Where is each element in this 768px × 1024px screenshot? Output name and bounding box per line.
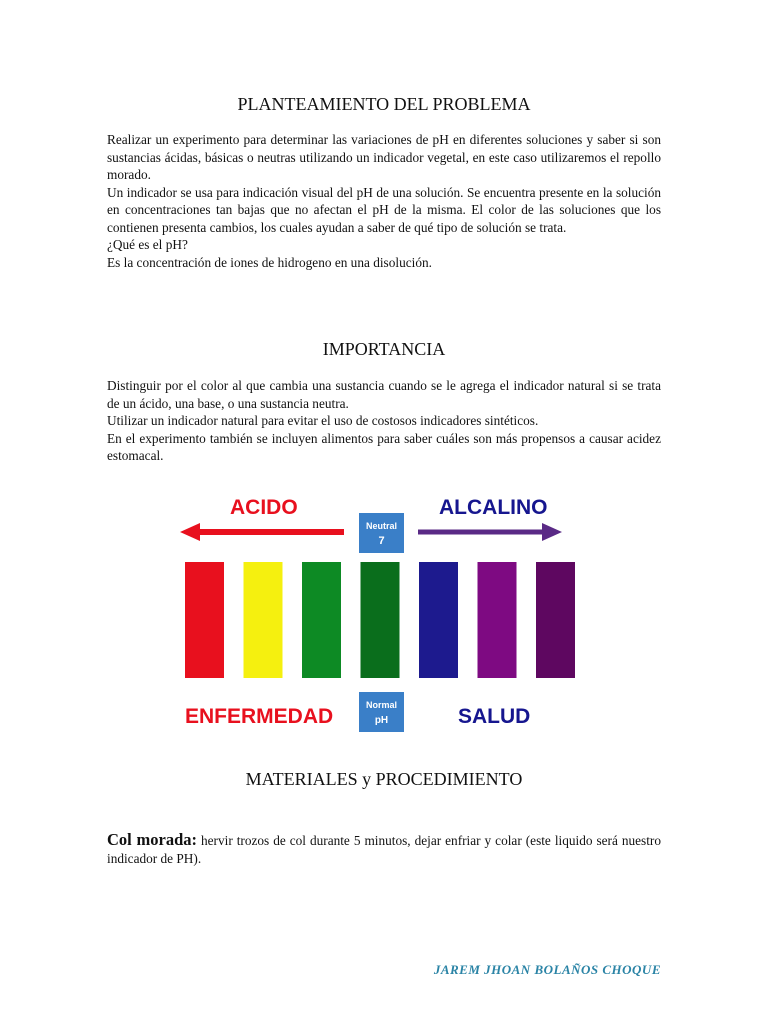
material-label: Col morada: [107,830,198,849]
author-name: JAREM JHOAN BOLAÑOS CHOQUE [433,962,661,977]
question-text: ¿Qué es el pH? [107,237,188,252]
ph-label: pH [374,715,389,726]
acid-label: ACIDO [230,496,298,519]
paragraph: Realizar un experimento para determinar las variaciones de pH en diferentes soluciones y saber si son sustancias ácidas, básicas o neutras utilizando un indicador vegetal, en este caso utilizaremos el repollo morado. [107,132,661,182]
acid-arrow-icon [180,523,200,541]
ph-scale-svg [152,478,588,742]
paragraph: Distinguir por el color al que cambia una sustancia cuando se le agrega el indicador natural si se trata de un ácido, una base, o una sustancia neutra. [107,378,661,411]
answer-text: Es la concentración de iones de hidrogeno en una disolución. [107,254,432,270]
ph-bar-purple [478,562,517,678]
disease-label: ENFERMEDAD [185,705,334,728]
section-body-planteamiento [107,131,661,271]
ph-bar-dark-purple [536,562,575,678]
normal-ph-box [359,692,404,732]
ph-bar-indigo [419,562,458,678]
material-text: hervir trozos de col durante 5 minutos, dejar enfriar y colar (este liquido será nuestro indicador de PH). [107,833,661,866]
neutral-label: Neutral [365,521,398,531]
section-body-importancia [107,377,661,465]
section-body-materiales [107,831,661,867]
normal-label: Normal [365,700,398,710]
alkaline-arrow-icon [542,523,562,541]
section-title-planteamiento: PLANTEAMIENTO DEL PROBLEMA [237,94,531,114]
section-title-materiales: MATERIALES y PROCEDIMIENTO [245,769,523,789]
section-title-importancia: IMPORTANCIA [322,339,446,359]
ph-bar-yellow [244,562,283,678]
alkaline-label: ALCALINO [439,496,548,519]
paragraph: En el experimento también se incluyen alimentos para saber cuáles son más propensos a causar acidez estomacal. [107,430,661,463]
ph-bar-dark-green [361,562,400,678]
neutral-value: 7 [378,535,385,547]
ph-bar-green [302,562,341,678]
ph-bar-red [185,562,224,678]
ph-color-bars [185,562,575,678]
neutral-box [359,513,404,553]
health-label: SALUD [458,705,531,728]
paragraph: Un indicador se usa para indicación visual del pH de una solución. Se encuentra presente en la solución en concentraciones tan bajas que no afectan el pH de la misma. El color de las soluciones que los contienen presenta cambios, los cuales ayudan a saber de qué tipo de solución se trata. [107,184,661,235]
ph-scale-figure [152,478,588,742]
paragraph: Utilizar un indicador natural para evitar el uso de costosos indicadores sintéticos. [107,413,539,428]
